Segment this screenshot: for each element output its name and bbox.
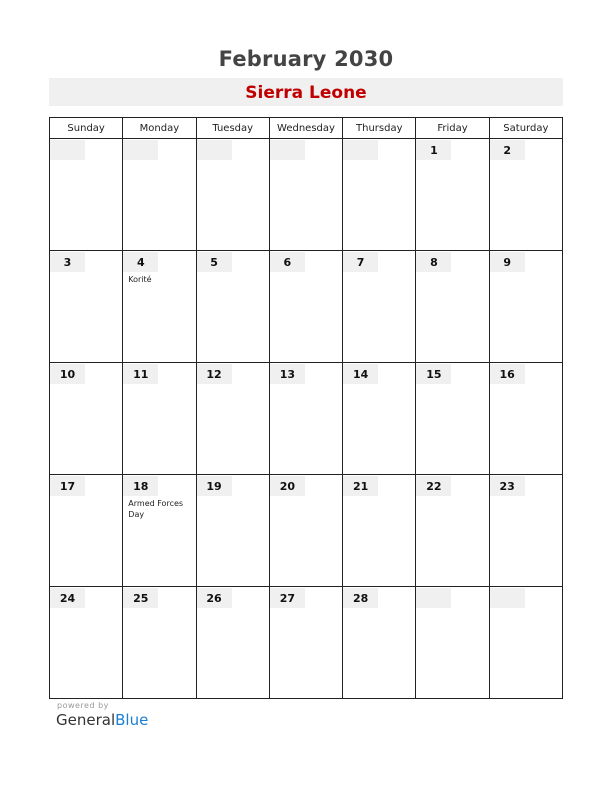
day-number: 28 bbox=[343, 588, 378, 608]
weekday-header-sunday: Sunday bbox=[50, 118, 123, 139]
day-cell bbox=[489, 251, 562, 363]
day-cell bbox=[269, 139, 342, 251]
day-cell bbox=[50, 139, 123, 251]
weekday-header-friday: Friday bbox=[416, 118, 489, 139]
day-number: 7 bbox=[343, 252, 378, 272]
day-number: 8 bbox=[416, 252, 451, 272]
day-number bbox=[270, 140, 305, 160]
weekday-header-thursday: Thursday bbox=[343, 118, 416, 139]
day-number: 20 bbox=[270, 476, 305, 496]
weekday-header-tuesday: Tuesday bbox=[196, 118, 269, 139]
day-number bbox=[416, 588, 451, 608]
day-number: 22 bbox=[416, 476, 451, 496]
day-number: 3 bbox=[50, 252, 85, 272]
week-row bbox=[50, 251, 563, 363]
day-cell bbox=[196, 475, 269, 587]
day-cell bbox=[50, 251, 123, 363]
week-row bbox=[50, 139, 563, 251]
week-row bbox=[50, 475, 563, 587]
day-number: 15 bbox=[416, 364, 451, 384]
day-number: 27 bbox=[270, 588, 305, 608]
day-cell bbox=[489, 587, 562, 699]
weekday-header-wednesday: Wednesday bbox=[269, 118, 342, 139]
day-cell bbox=[343, 363, 416, 475]
day-cell bbox=[489, 139, 562, 251]
holiday-label: Korité bbox=[128, 275, 152, 284]
day-cell bbox=[123, 475, 196, 587]
day-number: 23 bbox=[490, 476, 525, 496]
day-cell bbox=[489, 475, 562, 587]
day-cell bbox=[416, 139, 489, 251]
day-number: 21 bbox=[343, 476, 378, 496]
day-cell bbox=[196, 363, 269, 475]
day-cell bbox=[416, 475, 489, 587]
month-calendar-grid bbox=[49, 117, 563, 699]
day-number bbox=[343, 140, 378, 160]
day-number: 9 bbox=[490, 252, 525, 272]
day-number bbox=[123, 140, 158, 160]
powered-by-text: powered by bbox=[57, 701, 109, 710]
day-number: 4 bbox=[123, 252, 158, 272]
day-number: 11 bbox=[123, 364, 158, 384]
day-number: 5 bbox=[197, 252, 232, 272]
day-cell bbox=[343, 251, 416, 363]
day-number: 6 bbox=[270, 252, 305, 272]
day-cell bbox=[123, 363, 196, 475]
brand-blue-text: Blue bbox=[115, 711, 149, 729]
day-number: 10 bbox=[50, 364, 85, 384]
footer-branding bbox=[56, 701, 148, 729]
day-number: 25 bbox=[123, 588, 158, 608]
holiday-label: Armed Forces Day bbox=[128, 499, 184, 519]
day-cell bbox=[269, 363, 342, 475]
day-cell bbox=[416, 251, 489, 363]
day-number: 2 bbox=[490, 140, 525, 160]
day-number: 26 bbox=[197, 588, 232, 608]
country-name: Sierra Leone bbox=[245, 83, 367, 103]
day-cell bbox=[269, 587, 342, 699]
generalblue-logo[interactable] bbox=[56, 711, 148, 729]
weekday-header-row bbox=[50, 118, 563, 139]
day-cell bbox=[123, 139, 196, 251]
day-number: 14 bbox=[343, 364, 378, 384]
day-cell bbox=[196, 251, 269, 363]
calendar-title: February 2030 bbox=[218, 47, 394, 71]
day-number bbox=[197, 140, 232, 160]
day-cell bbox=[343, 587, 416, 699]
day-cell bbox=[123, 251, 196, 363]
week-row bbox=[50, 587, 563, 699]
day-number: 12 bbox=[197, 364, 232, 384]
day-cell bbox=[50, 363, 123, 475]
country-header bbox=[49, 78, 563, 106]
day-cell bbox=[196, 587, 269, 699]
weekday-header-saturday: Saturday bbox=[489, 118, 562, 139]
day-cell bbox=[50, 475, 123, 587]
day-number: 1 bbox=[416, 140, 451, 160]
day-number: 13 bbox=[270, 364, 305, 384]
day-number bbox=[50, 140, 85, 160]
day-cell bbox=[123, 587, 196, 699]
weekday-header-monday: Monday bbox=[123, 118, 196, 139]
week-row bbox=[50, 363, 563, 475]
day-number: 19 bbox=[197, 476, 232, 496]
day-cell bbox=[196, 139, 269, 251]
day-cell bbox=[416, 587, 489, 699]
day-number: 16 bbox=[490, 364, 525, 384]
day-cell bbox=[343, 475, 416, 587]
day-cell bbox=[416, 363, 489, 475]
brand-general-text: General bbox=[56, 711, 116, 729]
day-number: 24 bbox=[50, 588, 85, 608]
day-cell bbox=[50, 587, 123, 699]
day-cell bbox=[269, 475, 342, 587]
day-cell bbox=[269, 251, 342, 363]
day-cell bbox=[343, 139, 416, 251]
day-number bbox=[490, 588, 525, 608]
day-number: 17 bbox=[50, 476, 85, 496]
day-number: 18 bbox=[123, 476, 158, 496]
day-cell bbox=[489, 363, 562, 475]
